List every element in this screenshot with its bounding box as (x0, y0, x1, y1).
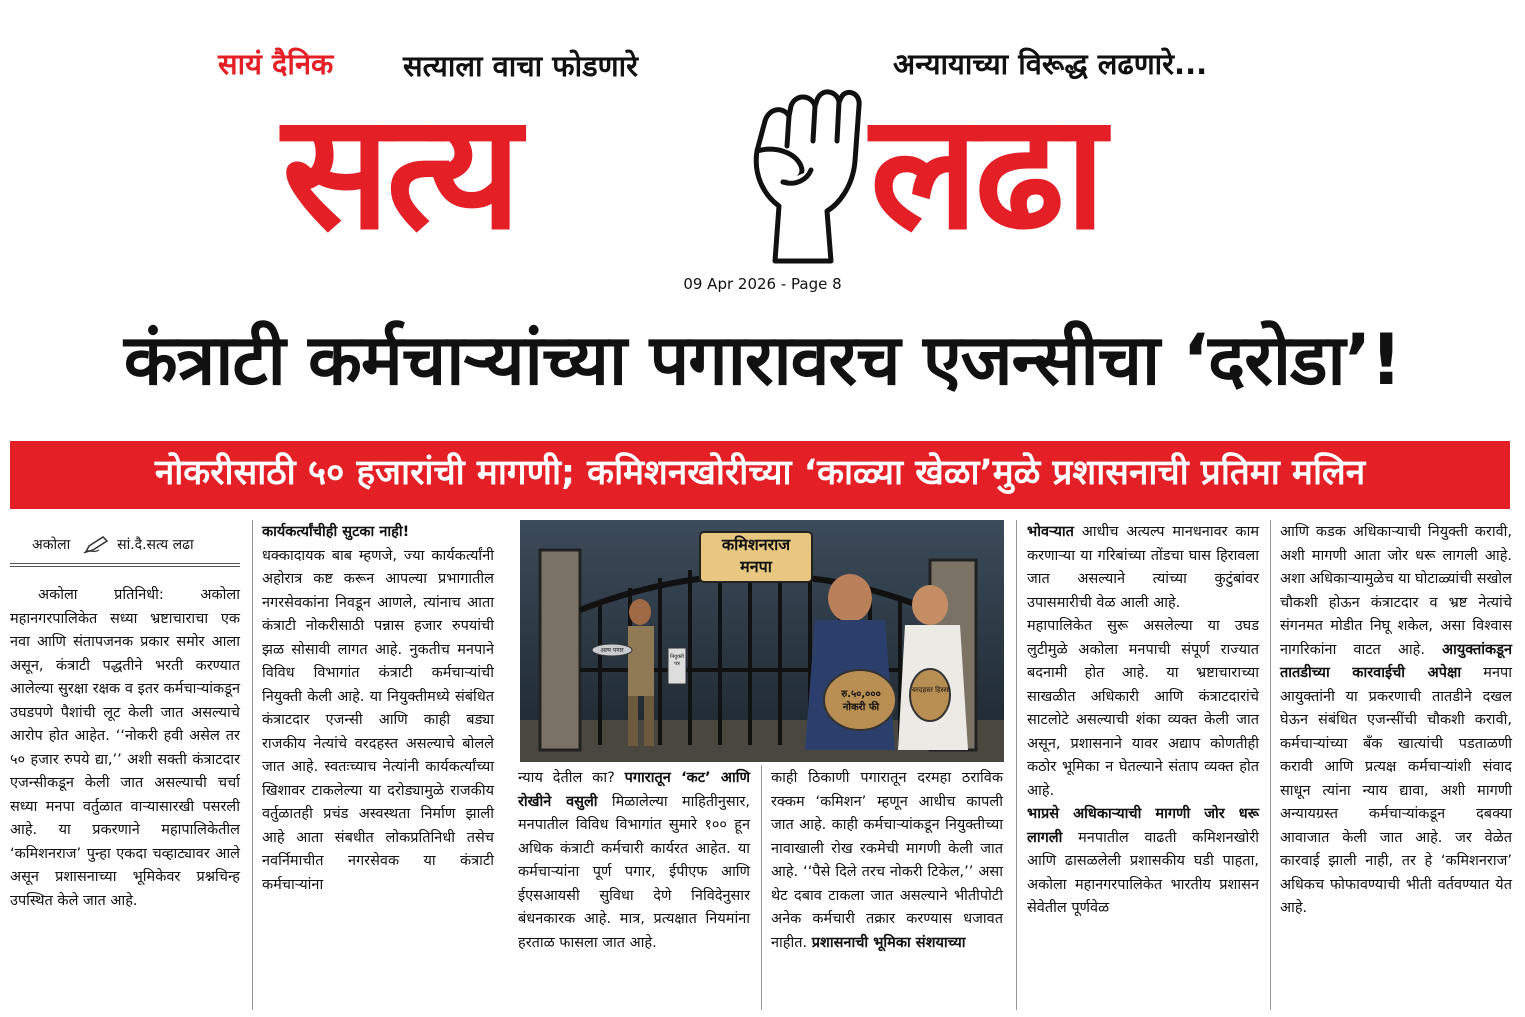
masthead-tagline-left: सत्याला वाचा फोडणारे (403, 49, 638, 83)
raised-fist-icon (735, 66, 875, 266)
section-heading: भाप्रसे अधिकाऱ्याची मागणी जोर धरू लागली (1027, 806, 1259, 846)
bag-fee-text: नोकरी फी (842, 702, 880, 713)
dateline-page: 09 Apr 2026 - Page 8 (683, 275, 842, 293)
article-column-1 (10, 584, 240, 913)
illustration-sign (700, 534, 812, 578)
sign-line-2: मनपा (740, 557, 772, 576)
article-column-2 (262, 521, 494, 897)
page-headline: कंत्राटी कर्मचाऱ्यांच्या पगारावरच एजन्सीचा ‘दरोडा’! (123, 319, 1402, 401)
byline-divider (10, 563, 240, 564)
article-column-4 (771, 767, 1003, 955)
article-paragraph: धक्कादायक बाब म्हणजे, ज्या कार्यकर्त्यांनी अहोरात्र कष्ट करून आपल्या प्रभागातील नगरसेवकांना निवडून आणले, त्यांनाच आता कंत्राटी नोकरीसाठी पन्नास हजार रुपयांची झळ सोसावी लागत आहे. नुकतीच मनपाने विविध विभागांत कंत्राटी कर्मचाऱ्यांची नियुक्ती केली आहे. या नियुक्तीमध्ये संबंधित कंत्राटदार एजन्सी आणि काही बड्या राजकीय नेत्यांचे वरदहस्त असल्याचे बोलले जात आहे. स्वतःच्याच नेत्यांनी कार्यकर्त्यांच्या खिशावर टाकलेल्या या दरोड्यामुळे राजकीय वर्तुळातही प्रचंड अस्वस्थता निर्माण झाली आहे आता संबधीत लोकप्रतिनिधी तसेच नवर्निमाचीत नगरसेवक या कंत्राटी कर्मचाऱ्यांना (262, 547, 494, 893)
section-heading: प्रशासनाची भूमिका संशयाच्या (811, 934, 966, 951)
article-column-3 (518, 767, 750, 955)
article-paragraph: मनपा आयुक्तांनी या प्रकरणाची तातडीने दखल घेऊन संबंधित एजन्सींची चौकशी करावी, कर्मचाऱ्यांच्या बँक खात्यांची पडताळणी करावी आणि प्रत्यक्ष कर्मचाऱ्यांशी संवाद साधून त्यांना न्याय द्यावा, अशी मागणी अन्यायग्रस्त कर्मचाऱ्यांकडून दबक्या आवाजात केली जात आहे. जर वेळेत कारवाई झाली नाही, तर हे ‘कमिशनराज’ अधिकच फोफावण्याची भीती वर्तवण्यात येत आहे. (1280, 665, 1512, 916)
paper-label: नियुक्ती पत्र (670, 654, 684, 667)
column-divider (1016, 520, 1017, 1010)
article-paragraph: आणि कडक अधिकाऱ्याची नियुक्ती करावी, अशी मागणी आता जोर धरू लागली आहे. अशा अधिकाऱ्यामुळेच या घोटाळ्यांची सखोल चौकशी होऊन कंत्राटदार व भ्रष्ट नेत्यांचे संगनमत मोडीत निघू शकेल, असा विश्वास नागरिकांना वाटत आहे. (1280, 524, 1512, 658)
section-heading: भोवऱ्यात (1027, 524, 1074, 540)
pen-icon (83, 536, 109, 554)
article-paragraph: मनपातील वाढती कमिशनखोरी आणि ढासळलेली प्रशासकीय घडी पाहता, अकोला महानगरपालिकेत भारतीय प्रशासन सेवेतील पूर्णवेळ (1027, 829, 1260, 916)
article-paragraph: काही ठिकाणी पगारातून दरमहा ठराविक रक्कम ‘कमिशन’ म्हणून आधीच कापली जात आहे. काही कर्मचाऱ्यांकडून नियुक्तीच्या नावाखाली रोख रकमेची मागणी केली जात आहे. ‘‘पैसे दिले तरच नोकरी टिकेल,’’ असा थेट दबाव टाकला जात असल्याने भीतीपोटी अनेक कर्मचारी तक्रार करण्यास धजावत नाहीत. (771, 770, 1003, 951)
article-paragraph: मिळालेल्या माहितीनुसार, मनपातील विविध विभागांत सुमारे १०० हून अधिक कंत्राटी कर्मचारी कार्यरत आहेत. या कर्मचाऱ्यांना पूर्ण पगार, ईपीएफ आणि ईएसआयसी सुविधा देणे निविदेनुसार बंधनकारक आहे. मात्र, प्रत्यक्षात नियमांना हरताळ फासला जात आहे. (518, 793, 750, 951)
article-paragraph: आधीच अत्यल्प मानधनावर काम करणाऱ्या या गरिबांच्या तोंडचा घास हिरावला जात असल्याने त्यांच्या कुटुंबांवर उपासमारीची वेळ आली आहे. (1027, 524, 1259, 611)
byline (10, 535, 240, 554)
article-illustration (520, 520, 1004, 762)
section-heading: आयुक्तांकडून तातडीच्या कारवाईची अपेक्षा (1280, 641, 1512, 681)
byline-divider (10, 566, 240, 567)
article-paragraph: अकोला प्रतिनिधी: अकोला महानगरपालिकेत सध्या भ्रष्टाचाराचा एक नवा आणि संतापजनक प्रकार समोर आला असून, कंत्राटी पद्धतीने भरती करण्यात आलेल्या सुरक्षा रक्षक व इतर कर्मचाऱ्यांकडून उघडपणे पैशांची लूट केली जात असल्याचे आरोप होत आहेत. ‘‘नोकरी हवी असेल तर ५० हजार रुपये द्या,’’ अशी सक्ती कंत्राटदार एजन्सीकडून केली जात असल्याची चर्चा सध्या मनपा वर्तुळात वाऱ्यासारखी पसरली आहे. या प्रकरणाने महापालिकेतील ‘कमिशनराज’ पुन्हा एकदा चव्हाट्यावर आले असून प्रशासनाच्या भूमिकेवर प्रश्नचिन्ह उपस्थित केले जात आहे. (10, 587, 240, 909)
column-divider (1270, 520, 1271, 1010)
article-paragraph: महापालिकेत सुरू असलेल्या या उघड लुटीमुळे अकोला मनपाची संपूर्ण राज्यात बदनामी होत आहे. या भ्रष्टाचाराच्या साखळीत अधिकारी आणि कंत्राटदारांचे साटलोटे असल्याची शंका व्यक्त केली जात असून, प्रशासनाने यावर अद्याप कोणतीही कठोर भूमिका न घेतल्याने संताप व्यक्त होत आहे. (1027, 618, 1259, 799)
byline-place: अकोला (32, 537, 71, 553)
masthead-name-right: लढा (870, 78, 1103, 265)
column-divider (761, 765, 762, 1010)
byline-source: सां.दै.सत्य लढा (117, 537, 194, 553)
article-paragraph: न्याय देतील का? (518, 770, 615, 786)
bag-share-label: वरदहस्त हिस्सा (912, 686, 950, 694)
section-heading: पगारातून ‘कट’ आणि रोखीने वसुली (518, 770, 750, 810)
section-heading: कार्यकर्त्यांचीही सुटका नाही! (262, 524, 410, 540)
subheadline: नोकरीसाठी ५० हजारांची मागणी; कमिशनखोरीच्या ‘काळ्या खेळा’मुळे प्रशासनाची प्रतिमा मलिन (154, 453, 1366, 493)
masthead-tag-evening-daily: सायं दैनिक (218, 47, 334, 81)
bowl-label: अल्प पगार (600, 647, 624, 654)
bag-fee-label (825, 688, 897, 714)
masthead-name-left: सत्य (282, 78, 518, 265)
masthead-tagline-right: अन्यायाच्या विरूद्ध लढणारे... (893, 47, 1208, 81)
article-column-5 (1027, 521, 1259, 921)
bag-fee-amount: रु.५०,००० (841, 689, 881, 700)
column-divider (252, 520, 253, 1010)
sign-line-1: कमिशनराज (721, 535, 791, 554)
article-column-6 (1280, 521, 1512, 921)
